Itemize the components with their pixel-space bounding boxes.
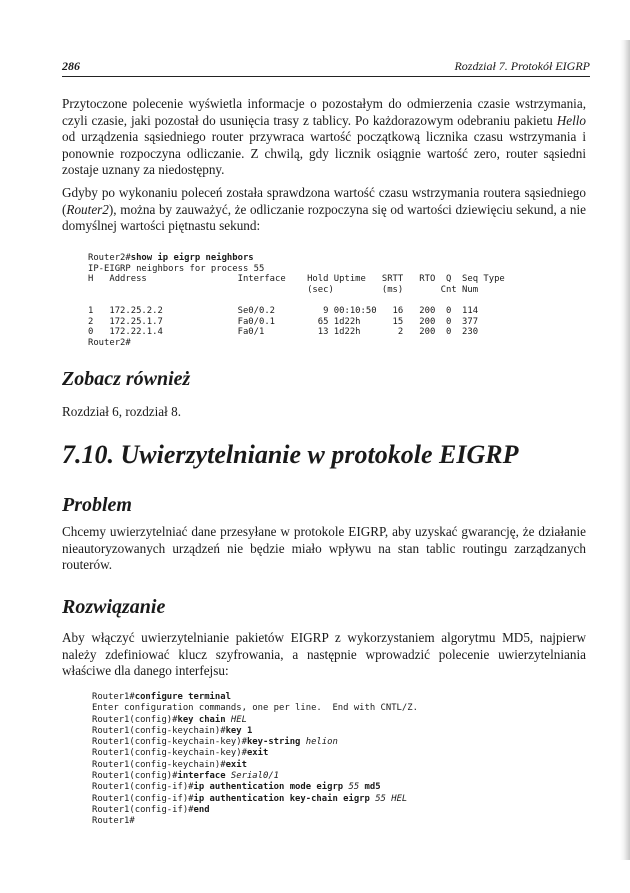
code-prompt: Router1(config-keychain)# <box>92 725 226 736</box>
code-argument: Serial0/1 <box>225 771 280 782</box>
code-prompt: Router1(config-keychain-key)# <box>92 737 247 748</box>
code-line <box>92 737 418 748</box>
code-prompt: Router1(config)# <box>92 714 178 725</box>
code-argument: HEL <box>225 714 247 725</box>
code-prompt: Router1(config-keychain-key)# <box>92 748 247 759</box>
code-line: IP-EIGRP neighbors for process 55 <box>88 263 265 274</box>
code-prompt: Enter configuration commands, one per line. End with CNTL/Z. <box>92 703 418 714</box>
problem-text: Chcemy uwierzytelniać dane przesyłane w protokole EIGRP, aby uzyskać gwarancję, że działanie nieautoryzowanych urządzeń nie będzie miało wpływu na stan tablic routingu zarządzanych routerów. <box>62 524 586 572</box>
table-row: 2 172.25.1.7 Fa0/0.1 65 1d22h 15 200 0 377 <box>88 316 479 327</box>
code-prompt: Router1(config-if)# <box>92 804 194 815</box>
table-row: 1 172.25.2.2 Se0/0.2 9 00:10:50 16 200 0 114 <box>88 305 479 316</box>
code-command: md5 <box>364 782 381 793</box>
page-number: 286 <box>62 59 80 73</box>
see-also-text: Rozdział 6, rozdział 8. <box>62 404 182 419</box>
code-argument: 55 HEL <box>369 793 408 804</box>
table-row: 0 172.22.1.4 Fa0/1 13 1d22h 2 200 0 230 <box>88 327 479 338</box>
code-command: configure terminal <box>134 692 231 702</box>
code-line <box>92 703 418 714</box>
code-line <box>92 771 418 782</box>
code-command: key-string <box>246 737 301 748</box>
code-command: key chain <box>177 714 226 725</box>
code-eigrp-authentication <box>92 692 418 828</box>
code-command: ip authentication key-chain eigrp <box>193 793 370 804</box>
solution-heading: Rozwiązanie <box>62 596 166 618</box>
code-prompt: Router1(config-keychain)# <box>92 759 226 770</box>
code-line <box>92 816 418 827</box>
code-line: Router2# <box>88 337 131 348</box>
code-command: show ip eigrp neighbors <box>130 253 254 263</box>
table-header-units: (sec) (ms) Cnt Num <box>88 284 479 295</box>
running-header <box>62 56 590 77</box>
code-command: ip authentication mode eigrp <box>193 782 344 793</box>
code-line <box>92 782 418 793</box>
code-command: exit <box>225 759 247 770</box>
table-header: H Address Interface Hold Uptime SRTT RTO Q Seq Type <box>88 274 505 285</box>
code-prompt: Router1(config-if)# <box>92 793 194 804</box>
code-line <box>92 726 418 737</box>
code-prompt: Router2# <box>88 253 131 263</box>
code-command: end <box>193 804 210 815</box>
code-command: key 1 <box>225 725 253 736</box>
problem-heading: Problem <box>62 494 132 516</box>
code-argument: 55 <box>343 782 365 793</box>
chapter-title: Rozdział 7. Protokół EIGRP <box>454 59 590 73</box>
paragraph-hold-time: Przytoczone polecenie wyświetla informacje o pozostałym do odmierzenia czasie wstrzymania, czyli czasie, jaki pozostał do usunięcia trasy z tablicy. Po każdorazowym odebraniu pakietu Hello od urządzenia sąsiedniego router przywraca wartość początkową licznika czasu wstrzymania i ponownie rozpoczyna odliczanie. Z chwilą, gdy licznik osiągnie wartość zero, router sąsiedni zostaje uznany za niedostępny. <box>62 96 586 177</box>
code-line <box>92 715 418 726</box>
page-edge-shadow <box>620 40 630 860</box>
code-line <box>92 760 418 771</box>
code-line <box>92 805 418 816</box>
code-prompt: Router1# <box>92 816 135 827</box>
code-argument: helion <box>300 737 338 748</box>
code-prompt: Router1(config)# <box>92 771 178 782</box>
hello-term: Hello <box>556 112 586 128</box>
code-eigrp-neighbors <box>88 253 505 348</box>
code-prompt: Router1# <box>92 692 135 702</box>
see-also-heading: Zobacz również <box>62 368 191 390</box>
paragraph-router2: Gdyby po wykonaniu poleceń została sprawdzona wartość czasu wstrzymania routera sąsiedniego (Router2), można by zauważyć, że odliczanie rozpoczyna się od wartości dziewięciu sekund, a nie domyślnej wartości piętnastu sekund: <box>62 185 586 233</box>
code-command: interface <box>177 771 226 782</box>
code-line <box>92 794 418 805</box>
section-title: 7.10. Uwierzytelnianie w protokole EIGRP <box>62 440 519 469</box>
code-command: exit <box>246 748 269 759</box>
solution-text: Aby włączyć uwierzytelnianie pakietów EIGRP z wykorzystaniem algorytmu MD5, najpierw należy zdefiniować klucz szyfrowania, a następnie wprowadzić polecenie uwierzytelniania właściwe dla danego interfejsu: <box>62 630 586 678</box>
code-line <box>92 692 418 703</box>
code-line <box>92 748 418 759</box>
code-prompt: Router1(config-if)# <box>92 782 194 793</box>
router2-term: Router2 <box>66 201 109 217</box>
